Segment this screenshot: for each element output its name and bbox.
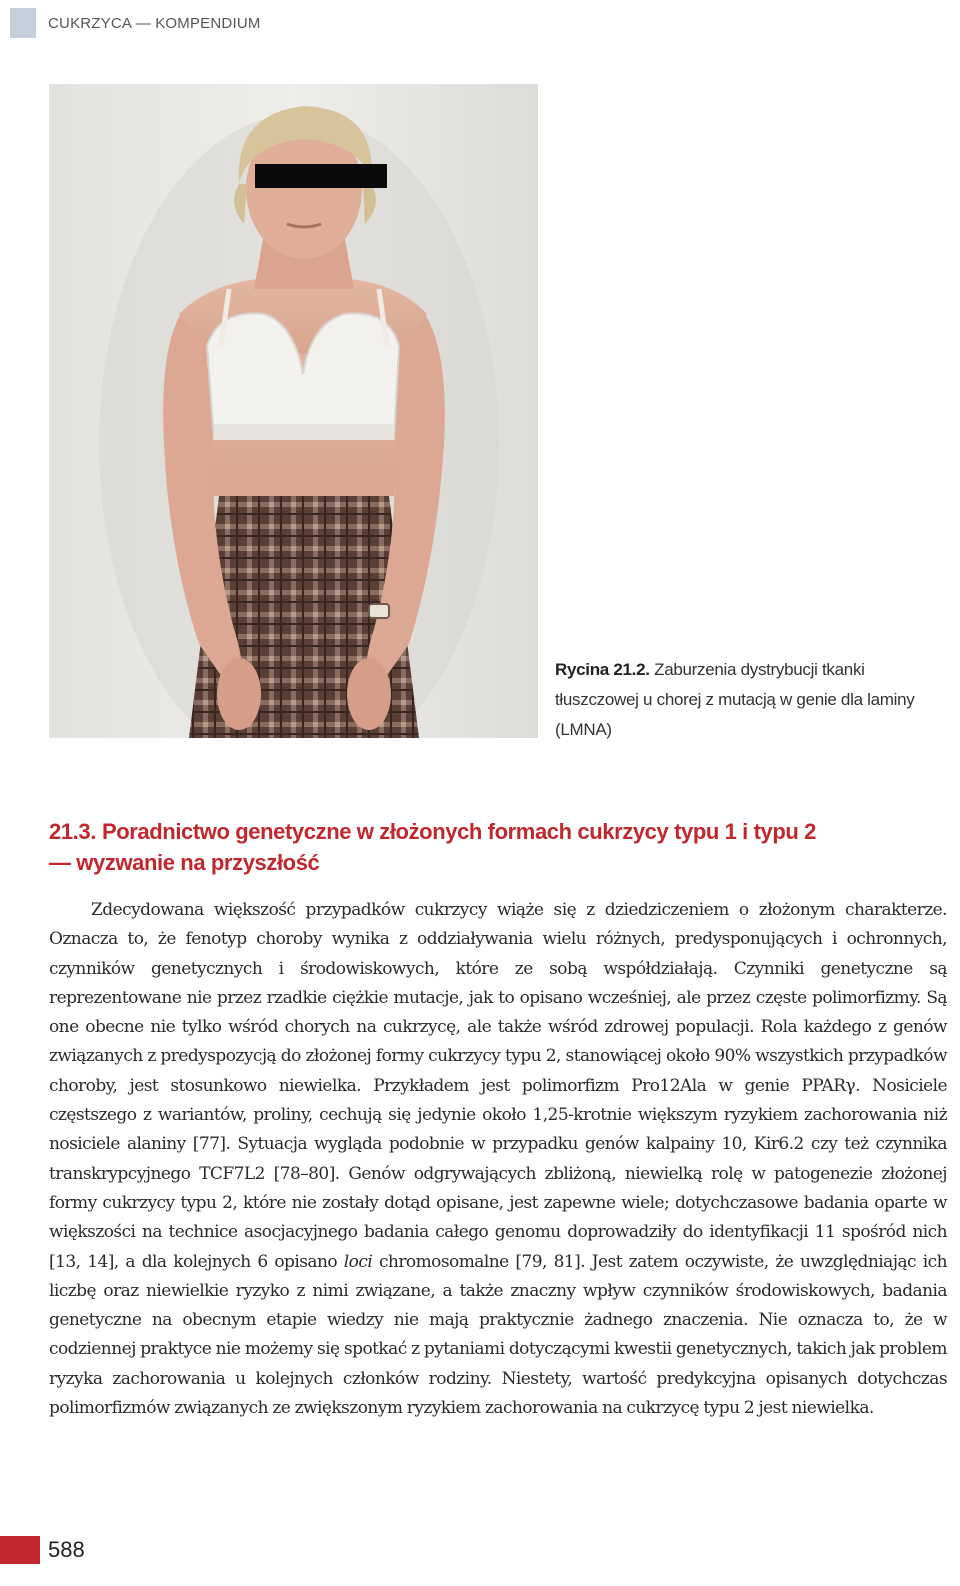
page-number: 588 [48, 1537, 85, 1562]
body-text-part1: Zdecydowana większość przypadków cukrzycy wiąże się z dziedziczeniem o złożonym charakterze. Oznacza to, że fenotyp choroby wynika z oddziaływania wielu różnych, predysponujących i ochronnych, czynników genetycznych i środowiskowych, które ze sobą współdziałają. Czynniki genetyczne są reprezentowane nie przez rzadkie ciężkie mutacje, jak to opisano wcześniej, ale przez częste polimorfizmy. Są one obecne nie tylko wśród chorych na cukrzycę, ale także wśród zdrowej populacji. Rola każdego z genów związanych z predyspozycją do złożonej formy cukrzycy typu 2, stanowiącej około 90% wszystkich przypadków choroby, jest stosunkowo niewielka. Przykładem jest polimorfizm Pro12Ala w genie PPARγ. Nosiciele częstszego z wariantów, proliny, cechują się jedynie około 1,25-krotnie większym ryzykiem zachorowania niż nosiciele alaniny [77]. Sytuacja wygląda podobnie w przypadku genów kalpainy 10, Kir6.2 czy też czynnika transkrypcyjnego TCF7L2 [78–80]. Genów odgrywających zbliżoną, niewielką rolę w patogenezie złożonej formy cukrzycy typu 2, które nie zostały dotąd opisane, jest zapewne wiele; dotychczasowe badania oparte w większości na technice asocjacyjnego badania całego genomu doprowadziły do identyfikacji 11 spośród nich [13, 14], a dla kolejnych 6 opisano [49, 900, 947, 1272]
running-title: CUKRZYCA — KOMPENDIUM [48, 14, 261, 32]
body-text-part2: chromosomalne [79, 81]. Jest zatem oczywiste, że uwzględniając ich liczbę oraz niewielkie ryzyko z nimi związane, a także znaczny wpływ czynników środowiskowych, badania genetyczne na obecnym etapie wiedzy nie mają praktycznie żadnego znaczenia. Nie oznacza to, że w codziennej praktyce nie możemy się spotkać z pytaniami dotyczącymi kwestii genetycznych, takich jak problem ryzyka zachorowania u kolejnych członków rodziny. Niestety, wartość predykcyjna opisanych dotychczas polimorfizmów związanych ze zwiększonym ryzykiem zachorowania na cukrzycę typu 2 jest niewielka. [49, 1251, 947, 1419]
body-italic-word: loci [343, 1251, 373, 1272]
body-paragraph [49, 896, 947, 1423]
section-heading [49, 816, 949, 878]
figure-photo [49, 84, 538, 738]
page-number-block [0, 1536, 85, 1564]
section-title-line2: — wyzwanie na przyszłość [49, 850, 320, 875]
section-number: 21.3. [49, 819, 96, 844]
section-title-line1: Poradnictwo genetyczne w złożonych formach cukrzycy typu 1 i typu 2 [101, 819, 816, 844]
header-color-square [10, 8, 36, 38]
caption-label: Rycina 21.2. [555, 660, 650, 679]
figure-caption [555, 655, 950, 745]
caption-text: Zaburzenia dystrybucji tkanki tłuszczowej u chorej z mutacją w genie dla laminy (LMNA) [555, 660, 915, 739]
running-header [10, 8, 261, 38]
page-number-color-square [0, 1536, 40, 1564]
